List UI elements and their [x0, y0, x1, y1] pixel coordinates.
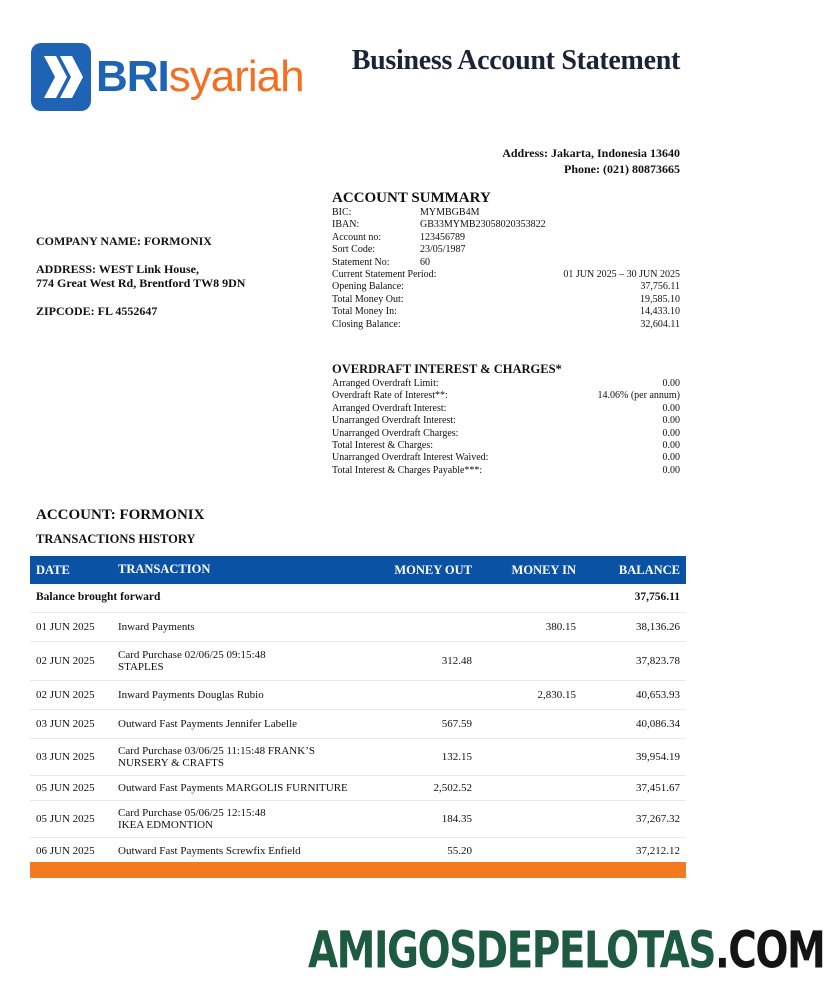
bank-address: Address: Jakarta, Indonesia 13640 [502, 146, 680, 160]
brought-forward-balance: 37,756.11 [634, 591, 680, 603]
bank-phone: Phone: (021) 80873665 [564, 162, 680, 176]
row-description: Card Purchase 03/06/25 11:15:48 FRANK’S [118, 745, 315, 757]
table-row-brought-forward [30, 584, 686, 613]
table-row [30, 613, 686, 642]
header-money-out: MONEY OUT [394, 563, 472, 577]
summary-value: 60 [420, 256, 430, 268]
logo-bri-text: BRI [96, 52, 169, 101]
summary-row-opening [332, 281, 680, 293]
row-date: 06 JUN 2025 [36, 845, 95, 857]
row-balance: 38,136.26 [636, 621, 680, 633]
table-row [30, 739, 686, 776]
company-zipcode: ZIPCODE: FL 4552647 [36, 304, 158, 318]
summary-row-statement-no [332, 257, 680, 269]
summary-label: Account no: [332, 231, 382, 243]
summary-label: IBAN: [332, 219, 360, 231]
overdraft-label: Arranged Overdraft Interest: [332, 402, 447, 414]
company-details [36, 234, 296, 318]
summary-value: 23/05/1987 [420, 244, 466, 256]
table-footer-bar [30, 862, 686, 878]
transactions-table [30, 556, 686, 864]
summary-value: 01 JUN 2025 – 30 JUN 2025 [563, 268, 680, 280]
summary-row-account-no [332, 232, 680, 244]
header-date: DATE [36, 563, 70, 577]
summary-label: Statement No: [332, 256, 390, 268]
summary-label: Sort Code: [332, 244, 376, 256]
logo-syariah-text: syariah [168, 52, 304, 101]
table-row [30, 642, 686, 681]
overdraft-label: Total Interest & Charges Payable***: [332, 464, 483, 476]
overdraft-value: 0.00 [662, 415, 680, 427]
summary-row-sort-code [332, 244, 680, 256]
table-header [30, 556, 686, 584]
row-money-out: 55.20 [447, 845, 472, 857]
overdraft-row [332, 428, 680, 440]
summary-value: GB33MYMB23058020353822 [420, 219, 546, 231]
row-description: Outward Fast Payments Jennifer Labelle [118, 718, 298, 730]
overdraft-value: 14.06% (per annum) [597, 390, 680, 402]
overdraft-value: 0.00 [662, 464, 680, 476]
transactions-heading: TRANSACTIONS HISTORY [36, 532, 196, 546]
row-description: Inward Payments [118, 621, 195, 633]
bri-logo-icon [30, 42, 92, 112]
logo-wordmark [96, 52, 304, 102]
overdraft-row [332, 378, 680, 390]
row-date: 02 JUN 2025 [36, 655, 95, 667]
overdraft-label: Overdraft Rate of Interest**: [332, 390, 448, 402]
watermark-main: AMIGOSDEPELOTAS [308, 922, 715, 981]
overdraft-value: 0.00 [662, 439, 680, 451]
row-date: 03 JUN 2025 [36, 718, 95, 730]
row-money-in: 380.15 [545, 621, 576, 633]
row-date: 02 JUN 2025 [36, 689, 95, 701]
row-date: 05 JUN 2025 [36, 813, 95, 825]
account-summary [332, 189, 680, 331]
overdraft-heading: OVERDRAFT INTEREST & CHARGES* [332, 362, 562, 376]
row-date: 01 JUN 2025 [36, 621, 95, 633]
overdraft-row [332, 415, 680, 427]
brought-forward-label: Balance brought forward [36, 591, 161, 603]
watermark [308, 922, 824, 981]
row-description-line2: IKEA EDMONTION [118, 819, 214, 831]
summary-value: 123456789 [420, 231, 465, 243]
summary-label: Closing Balance: [332, 318, 401, 330]
row-balance: 37,823.78 [636, 655, 680, 667]
summary-label: BIC: [332, 207, 352, 218]
header-balance: BALANCE [618, 563, 680, 577]
row-description: Outward Fast Payments MARGOLIS FURNITURE [118, 782, 348, 794]
header-transaction: TRANSACTION [118, 562, 211, 576]
summary-row-iban [332, 219, 680, 231]
summary-row-closing [332, 319, 680, 331]
overdraft-row [332, 452, 680, 464]
overdraft-value: 0.00 [662, 402, 680, 414]
row-date: 05 JUN 2025 [36, 782, 95, 794]
row-money-in: 2,830.15 [537, 689, 576, 701]
row-description: Inward Payments Douglas Rubio [118, 689, 264, 701]
row-description: Outward Fast Payments Screwfix Enfield [118, 845, 301, 857]
overdraft-value: 0.00 [662, 378, 680, 389]
summary-label: Current Statement Period: [332, 268, 437, 280]
overdraft-row [332, 403, 680, 415]
row-description: Card Purchase 05/06/25 12:15:48 [118, 807, 266, 819]
header-money-in: MONEY IN [511, 563, 576, 577]
row-description-line2: STAPLES [118, 661, 164, 673]
summary-row-money-in [332, 306, 680, 318]
overdraft-row [332, 440, 680, 452]
company-address-line1: ADDRESS: WEST Link House, [36, 262, 199, 276]
overdraft-row [332, 390, 680, 402]
summary-value: 19,585.10 [640, 293, 680, 305]
overdraft-label: Unarranged Overdraft Interest Waived: [332, 452, 489, 464]
summary-value: 32,604.11 [640, 318, 680, 330]
summary-value: MYMBGB4M [420, 207, 480, 218]
overdraft-value: 0.00 [662, 427, 680, 439]
account-summary-heading: ACCOUNT SUMMARY [332, 190, 491, 206]
overdraft-label: Unarranged Overdraft Interest: [332, 415, 456, 427]
row-balance: 37,212.12 [636, 845, 680, 857]
overdraft-label: Unarranged Overdraft Charges: [332, 427, 459, 439]
summary-value: 37,756.11 [640, 281, 680, 293]
row-money-out: 2,502.52 [433, 782, 472, 794]
table-row [30, 710, 686, 739]
table-row [30, 776, 686, 801]
company-address-line2: 774 Great West Rd, Brentford TW8 9DN [36, 276, 246, 290]
row-money-out: 184.35 [441, 813, 472, 825]
row-balance: 39,954.19 [636, 751, 680, 763]
row-balance: 37,451.67 [636, 782, 680, 794]
row-money-out: 567.59 [441, 718, 472, 730]
row-description-line2: NURSERY & CRAFTS [118, 757, 224, 769]
row-balance: 37,267.32 [636, 813, 680, 825]
overdraft-row [332, 465, 680, 477]
summary-label: Total Money Out: [332, 293, 404, 305]
row-date: 03 JUN 2025 [36, 751, 95, 763]
overdraft-label: Arranged Overdraft Limit: [332, 378, 439, 389]
summary-value: 14,433.10 [640, 306, 680, 318]
overdraft-value: 0.00 [662, 452, 680, 464]
bank-contact [502, 145, 680, 177]
summary-label: Total Money In: [332, 306, 397, 318]
bank-logo [30, 42, 304, 114]
row-balance: 40,653.93 [636, 689, 680, 701]
summary-row-bic [332, 207, 680, 219]
overdraft-section [332, 361, 680, 477]
document-title: Business Account Statement [351, 45, 680, 76]
company-name: COMPANY NAME: FORMONIX [36, 234, 212, 248]
summary-row-period [332, 269, 680, 281]
summary-label: Opening Balance: [332, 281, 404, 293]
table-row [30, 838, 686, 864]
table-row [30, 801, 686, 838]
row-money-out: 132.15 [441, 751, 472, 763]
watermark-tld: .COM [714, 922, 824, 981]
account-heading: ACCOUNT: FORMONIX [36, 507, 205, 523]
table-row [30, 681, 686, 710]
overdraft-label: Total Interest & Charges: [332, 439, 434, 451]
row-balance: 40,086.34 [636, 718, 680, 730]
row-money-out: 312.48 [441, 655, 472, 667]
row-description: Card Purchase 02/06/25 09:15:48 [118, 649, 266, 661]
summary-row-money-out [332, 294, 680, 306]
